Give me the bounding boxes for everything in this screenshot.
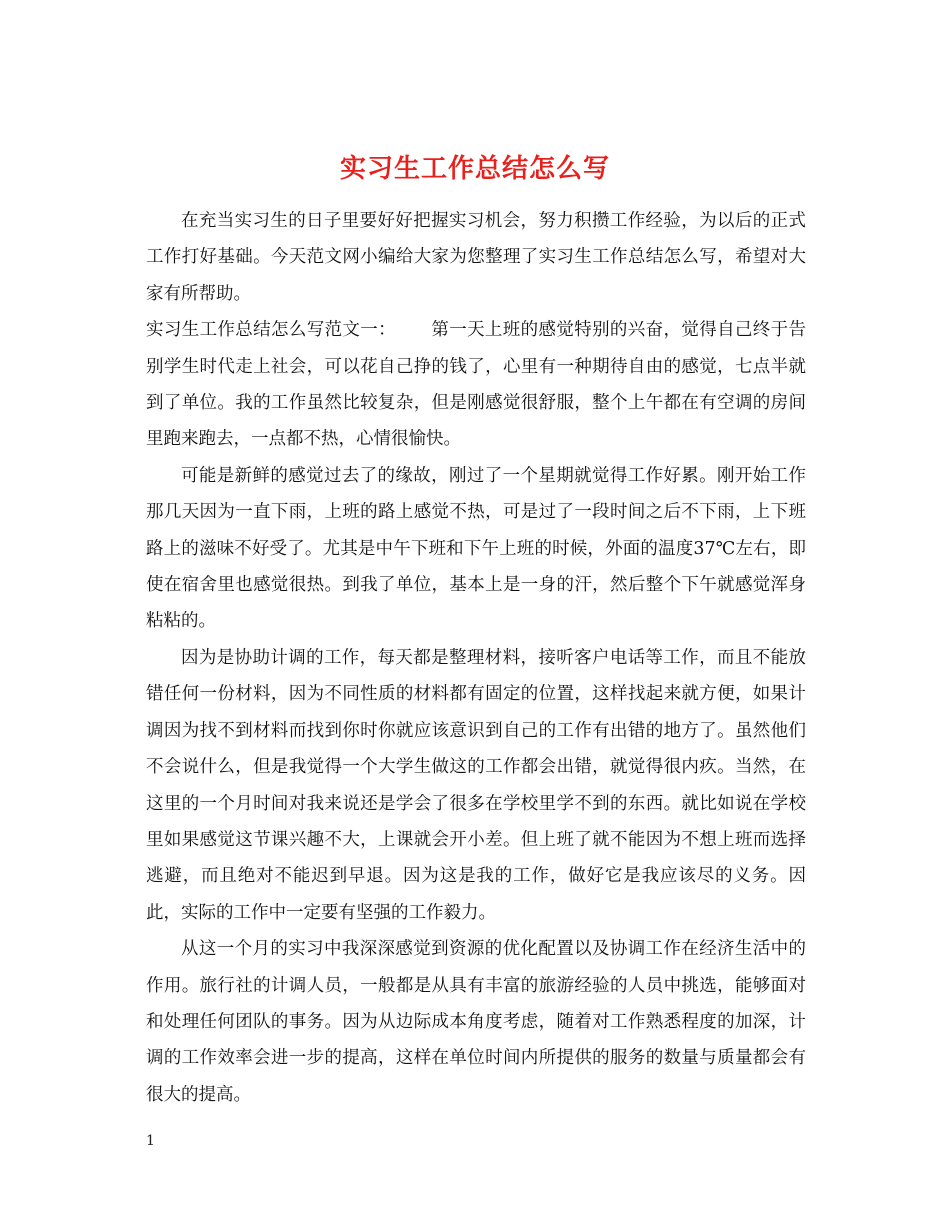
page-title: 实习生工作总结怎么写 (339, 154, 610, 185)
section-heading: 实习生工作总结怎么写范文一： (146, 320, 396, 341)
section-paragraph-1 (146, 312, 806, 458)
paragraph-4: 从这一个月的实习中我深深感觉到资源的优化配置以及协调工作在经济生活中的作用。旅行社的计调人员，一般都是从具有丰富的旅游经验的人员中挑选，能够面对和处理任何团队的事务。因为从边际成本角度考虑，随着对工作熟悉程度的加深，计调的工作效率会进一步的提高，这样在单位时间内所提供的服务的数量与质量都会有很大的提高。 (146, 939, 806, 1105)
paragraph-1-text: 第一天上班的感觉特别的兴奋，觉得自己终于告别学生时代走上社会，可以花自己挣的钱了，心里有一种期待自由的感觉，七点半就到了单位。我的工作虽然比较复杂，但是刚感觉很舒服，整个上午都在有空调的房间里跑来跑去，一点都不热，心情很愉快。 (146, 320, 806, 450)
paragraph-3: 因为是协助计调的工作，每天都是整理材料，接听客户电话等工作，而且不能放错任何一份材料，因为不同性质的材料都有固定的位置，这样找起来就方便，如果计调因为找不到材料而找到你时你就应该意识到自己的工作有出错的地方了。虽然他们不会说什么，但是我觉得一个大学生做这的工作都会出错，就觉得很内疚。当然，在这里的一个月时间对我来说还是学会了很多在学校里学不到的东西。就比如说在学校里如果感觉这节课兴趣不大，上课就会开小差。但上班了就不能因为不想上班而选择逃避，而且绝对不能迟到早退。因为这是我的工作，做好它是我应该尽的义务。因此，实际的工作中一定要有坚强的工作毅力。 (146, 647, 806, 923)
page-number: 1 (146, 1133, 155, 1149)
paragraph-2: 可能是新鲜的感觉过去了的缘故，刚过了一个星期就觉得工作好累。刚开始工作那几天因为一直下雨，上班的路上感觉不热，可是过了一段时间之后不下雨，上下班路上的滋味不好受了。尤其是中午下班和下午上班的时候，外面的温度37℃左右，即使在宿舍里也感觉很热。到我了单位，基本上是一身的汗，然后整个下午就感觉浑身粘粘的。 (146, 465, 806, 632)
intro-paragraph: 在充当实习生的日子里要好好把握实习机会，努力积攒工作经验，为以后的正式工作打好基础。今天范文网小编给大家为您整理了实习生工作总结怎么写，希望对大家有所帮助。 (146, 211, 806, 304)
document-body (146, 203, 806, 1113)
